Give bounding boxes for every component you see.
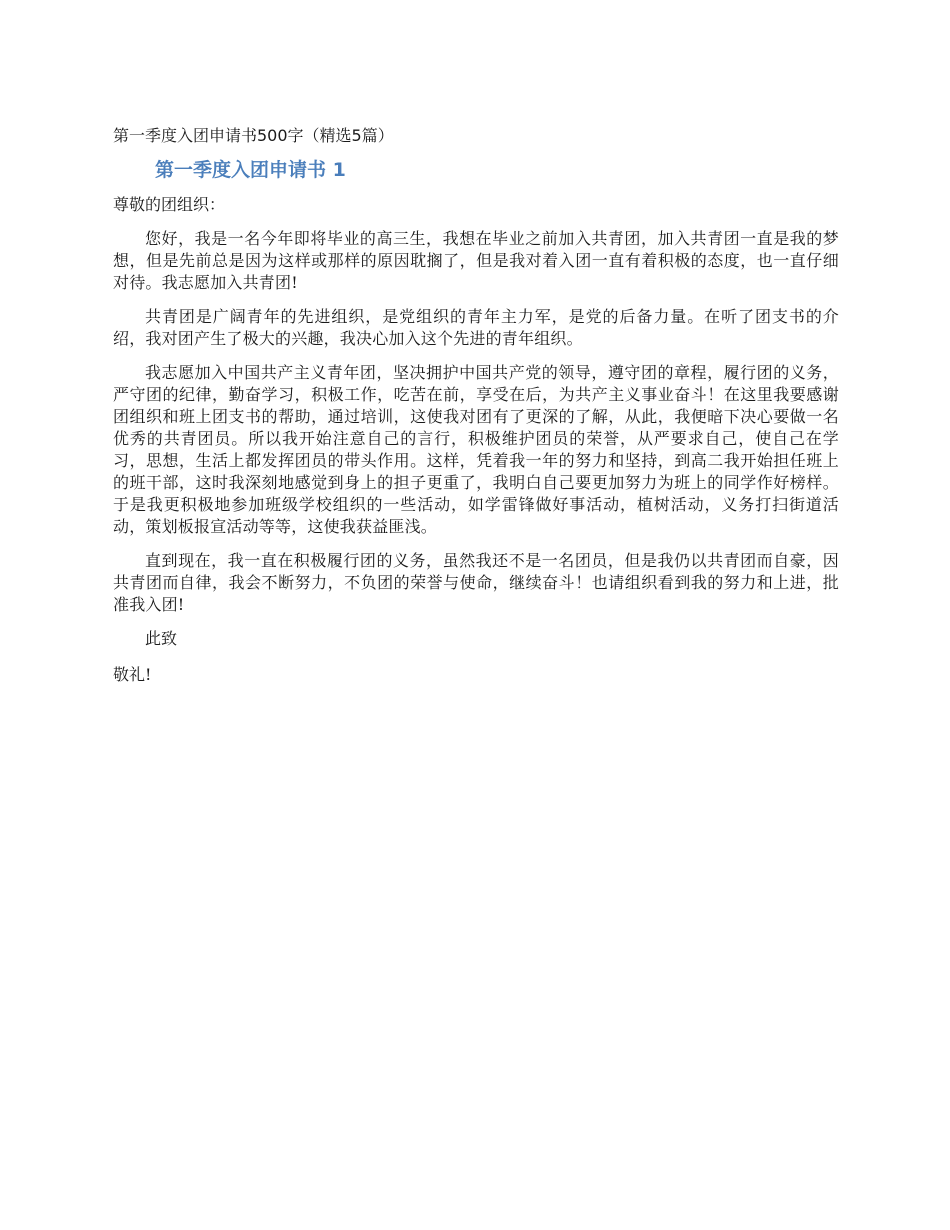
body-paragraph: 您好，我是一名今年即将毕业的高三生，我想在毕业之前加入共青团，加入共青团一直是我的梦想，但是先前总是因为这样或那样的原因耽搁了，但是我对着入团一直有着积极的态度，也一直仔细对待。我志愿加入共青团! [113,229,839,292]
body-paragraph: 我志愿加入中国共产主义青年团，坚决拥护中国共产党的领导，遵守团的章程，履行团的义务，严守团的纪律，勤奋学习，积极工作，吃苦在前，享受在后，为共产主义事业奋斗！在这里我要感谢团组织和班上团支书的帮助，通过培训，这使我对团有了更深的了解，从此，我便暗下决心要做一名优秀的共青团员。所以我开始注意自己的言行，积极维护团员的荣誉，从严要求自己，使自己在学习，思想，生活上都发挥团员的带头作用。这样，凭着我一年的努力和坚持，到高二我开始担任班上的班干部，这时我深刻地感觉到身上的担子更重了，我明白自己要更加努力为班上的同学作好榜样。于是我更积极地参加班级学校组织的一些活动，如学雷锋做好事活动，植树活动，义务打扫街道活动，策划板报宣活动等等，这使我获益匪浅。 [113,363,839,536]
salutation: 尊敬的团组织： [113,195,226,214]
body-paragraph: 共青团是广阔青年的先进组织，是党组织的青年主力军，是党的后备力量。在听了团支书的介绍，我对团产生了极大的兴趣，我决心加入这个先进的青年组织。 [113,307,839,348]
regards-line: 敬礼! [113,665,152,684]
document-title: 第一季度入团申请书500字（精选5篇） [113,126,394,145]
body-paragraph: 直到现在，我一直在积极履行团的义务，虽然我还不是一名团员，但是我仍以共青团而自豪，因共青团而自律，我会不断努力，不负团的荣誉与使命，继续奋斗！也请组织看到我的努力和上进，批准我入团! [113,551,839,614]
section-heading: 第一季度入团申请书 1 [155,159,346,181]
document-page [113,124,839,686]
closing-line: 此致 [145,629,178,648]
